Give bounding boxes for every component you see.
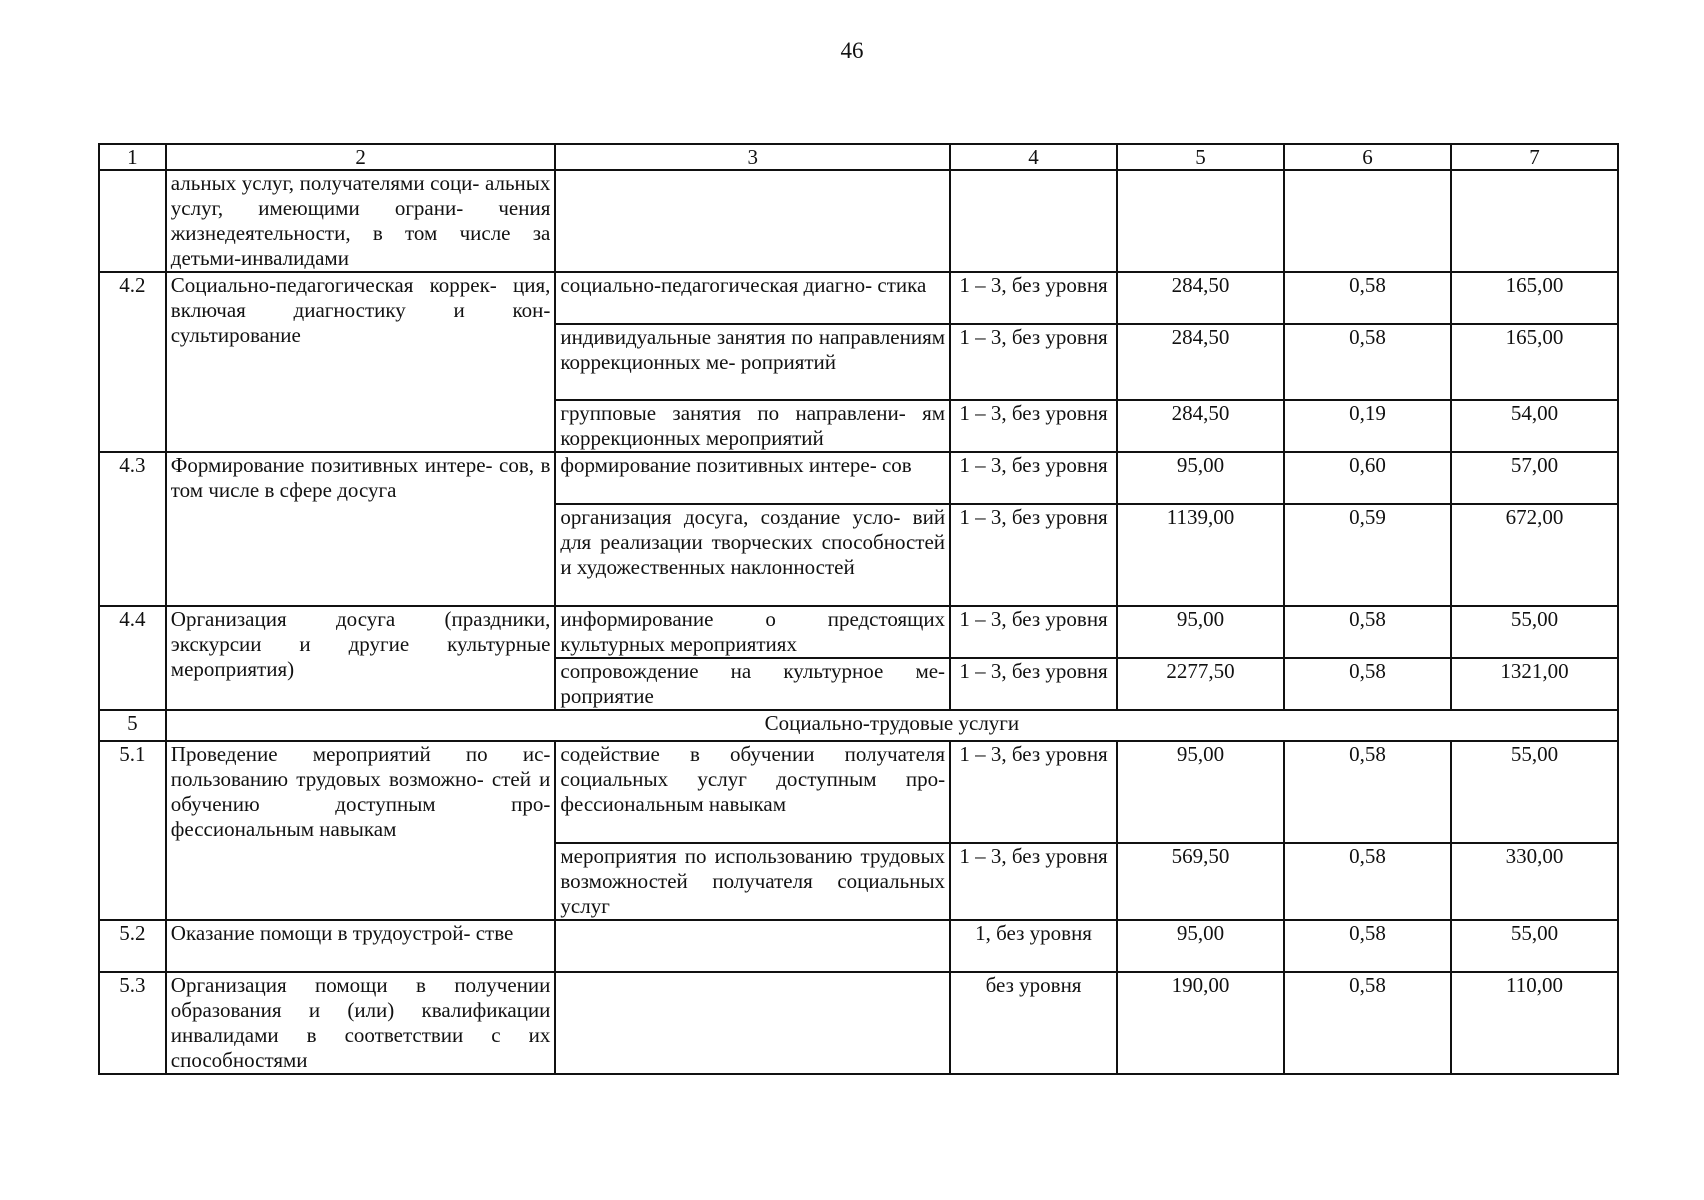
value-cell: 0,58 bbox=[1284, 972, 1451, 1074]
service-name: Проведение мероприятий по ис- пользованию трудовых возможно- стей и обучению доступным про- фессиональным навыкам bbox=[166, 741, 556, 920]
value-cell: 165,00 bbox=[1451, 324, 1618, 400]
level-cell: 1, без уровня bbox=[950, 920, 1117, 972]
value-cell: 0,58 bbox=[1284, 606, 1451, 658]
value-cell: 0,58 bbox=[1284, 843, 1451, 920]
activity-cell: формирование позитивных интере- сов bbox=[555, 452, 950, 504]
header-cell: 4 bbox=[950, 144, 1117, 170]
level-cell bbox=[950, 170, 1117, 272]
table-row bbox=[99, 272, 1618, 324]
table-row bbox=[99, 972, 1618, 1074]
value-cell: 1321,00 bbox=[1451, 658, 1618, 710]
value-cell: 95,00 bbox=[1117, 452, 1284, 504]
value-cell: 0,58 bbox=[1284, 741, 1451, 843]
activity-cell: мероприятия по использованию трудовых возможностей получателя социальных услуг bbox=[555, 843, 950, 920]
level-cell: 1 – 3, без уровня bbox=[950, 452, 1117, 504]
header-cell: 1 bbox=[99, 144, 166, 170]
value-cell: 95,00 bbox=[1117, 606, 1284, 658]
value-cell bbox=[1117, 170, 1284, 272]
service-name: альных услуг, получателями соци- альных услуг, имеющими ограни- чения жизнедеятельности, в том числе за детьми-инвалидами bbox=[166, 170, 556, 272]
activity-cell bbox=[555, 972, 950, 1074]
section-title: Социально-трудовые услуги bbox=[166, 710, 1618, 741]
value-cell: 284,50 bbox=[1117, 400, 1284, 452]
header-cell: 7 bbox=[1451, 144, 1618, 170]
tariff-table bbox=[98, 143, 1619, 1075]
value-cell: 569,50 bbox=[1117, 843, 1284, 920]
activity-cell: сопровождение на культурное ме- роприятие bbox=[555, 658, 950, 710]
value-cell: 2277,50 bbox=[1117, 658, 1284, 710]
value-cell: 165,00 bbox=[1451, 272, 1618, 324]
value-cell: 190,00 bbox=[1117, 972, 1284, 1074]
value-cell: 55,00 bbox=[1451, 606, 1618, 658]
header-cell: 5 bbox=[1117, 144, 1284, 170]
activity-cell: организация досуга, создание усло- вий для реализации творческих способностей и художественных наклонностей bbox=[555, 504, 950, 606]
row-number: 4.3 bbox=[99, 452, 166, 606]
activity-cell bbox=[555, 920, 950, 972]
table-row bbox=[99, 452, 1618, 504]
service-name: Организация помощи в получении образования и (или) квалификации инвалидами в соответствии с их способностями bbox=[166, 972, 556, 1074]
value-cell: 0,60 bbox=[1284, 452, 1451, 504]
activity-cell: информирование о предстоящих культурных мероприятиях bbox=[555, 606, 950, 658]
service-name: Организация досуга (праздники, экскурсии и другие культурные мероприятия) bbox=[166, 606, 556, 710]
level-cell: 1 – 3, без уровня bbox=[950, 606, 1117, 658]
row-number: 5.3 bbox=[99, 972, 166, 1074]
table-row bbox=[99, 741, 1618, 843]
service-name: Формирование позитивных интере- сов, в том числе в сфере досуга bbox=[166, 452, 556, 606]
value-cell bbox=[1451, 170, 1618, 272]
row-number: 4.2 bbox=[99, 272, 166, 452]
value-cell: 1139,00 bbox=[1117, 504, 1284, 606]
value-cell: 672,00 bbox=[1451, 504, 1618, 606]
value-cell: 330,00 bbox=[1451, 843, 1618, 920]
activity-cell bbox=[555, 170, 950, 272]
activity-cell: содействие в обучении получателя социальных услуг доступным про- фессиональным навыкам bbox=[555, 741, 950, 843]
level-cell: 1 – 3, без уровня bbox=[950, 741, 1117, 843]
level-cell: 1 – 3, без уровня bbox=[950, 658, 1117, 710]
value-cell: 57,00 bbox=[1451, 452, 1618, 504]
level-cell: без уровня bbox=[950, 972, 1117, 1074]
activity-cell: групповые занятия по направлени- ям коррекционных мероприятий bbox=[555, 400, 950, 452]
value-cell: 95,00 bbox=[1117, 741, 1284, 843]
value-cell: 0,19 bbox=[1284, 400, 1451, 452]
level-cell: 1 – 3, без уровня bbox=[950, 504, 1117, 606]
value-cell: 0,58 bbox=[1284, 324, 1451, 400]
level-cell: 1 – 3, без уровня bbox=[950, 400, 1117, 452]
value-cell: 55,00 bbox=[1451, 741, 1618, 843]
activity-cell: индивидуальные занятия по направлениям коррекционных ме- роприятий bbox=[555, 324, 950, 400]
header-cell: 3 bbox=[555, 144, 950, 170]
header-cell: 6 bbox=[1284, 144, 1451, 170]
value-cell: 110,00 bbox=[1451, 972, 1618, 1074]
level-cell: 1 – 3, без уровня bbox=[950, 843, 1117, 920]
table-row bbox=[99, 606, 1618, 658]
row-number: 5.1 bbox=[99, 741, 166, 920]
value-cell: 0,58 bbox=[1284, 920, 1451, 972]
value-cell: 54,00 bbox=[1451, 400, 1618, 452]
value-cell: 284,50 bbox=[1117, 324, 1284, 400]
activity-cell: социально-педагогическая диагно- стика bbox=[555, 272, 950, 324]
value-cell: 284,50 bbox=[1117, 272, 1284, 324]
table-row bbox=[99, 920, 1618, 972]
value-cell bbox=[1284, 170, 1451, 272]
page-number: 46 bbox=[840, 38, 864, 63]
row-number: 5.2 bbox=[99, 920, 166, 972]
header-cell: 2 bbox=[166, 144, 556, 170]
value-cell: 95,00 bbox=[1117, 920, 1284, 972]
row-number bbox=[99, 170, 166, 272]
section-row bbox=[99, 710, 1618, 741]
header-row bbox=[99, 144, 1618, 170]
value-cell: 0,58 bbox=[1284, 272, 1451, 324]
value-cell: 0,59 bbox=[1284, 504, 1451, 606]
service-name: Социально-педагогическая коррек- ция, включая диагностику и кон- сультирование bbox=[166, 272, 556, 452]
value-cell: 0,58 bbox=[1284, 658, 1451, 710]
table-row bbox=[99, 170, 1618, 272]
service-name: Оказание помощи в трудоустрой- стве bbox=[166, 920, 556, 972]
row-number: 4.4 bbox=[99, 606, 166, 710]
level-cell: 1 – 3, без уровня bbox=[950, 324, 1117, 400]
section-number: 5 bbox=[99, 710, 166, 741]
value-cell: 55,00 bbox=[1451, 920, 1618, 972]
level-cell: 1 – 3, без уровня bbox=[950, 272, 1117, 324]
